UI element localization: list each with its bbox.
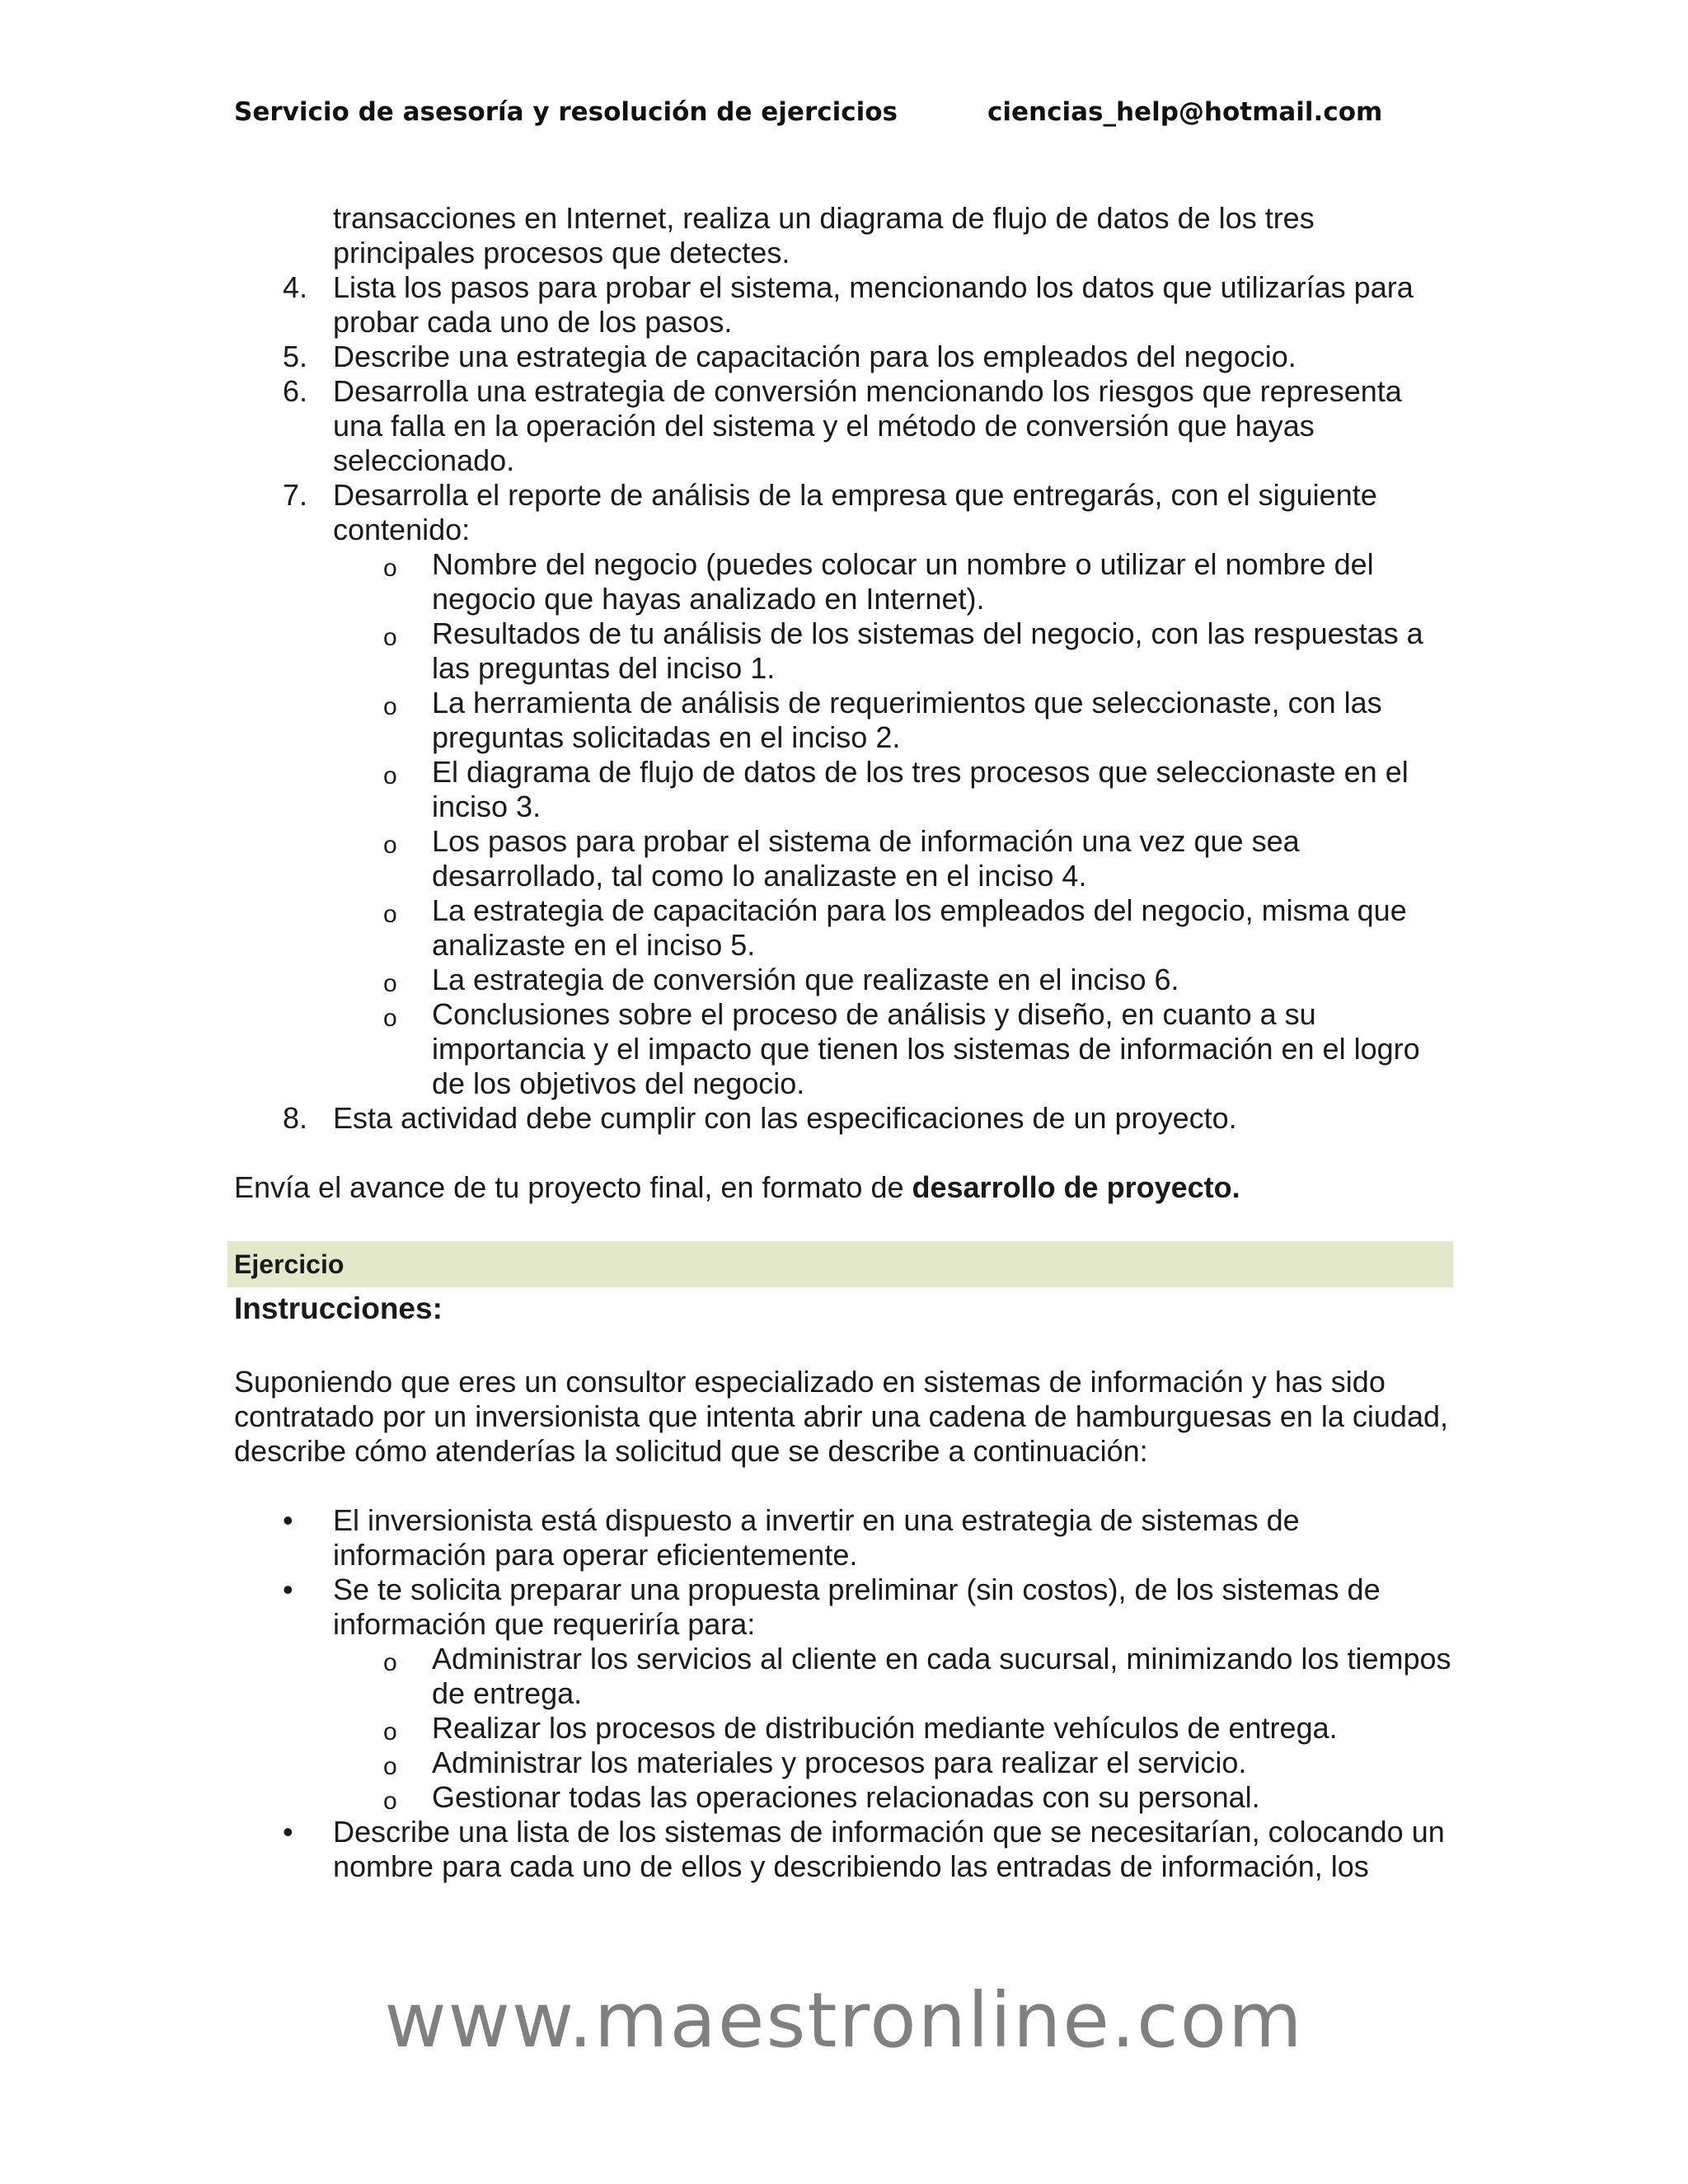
sub-bullet-icon: o <box>383 1788 397 1815</box>
sub-bullet-icon: o <box>383 1649 397 1676</box>
list-item-text: La estrategia de conversión que realizaste en el inciso 6. <box>432 963 1179 996</box>
list-item-text: La estrategia de capacitación para los empleados del negocio, misma que analizaste en el inciso 5. <box>432 893 1407 962</box>
list-item-text: La herramienta de análisis de requerimientos que seleccionaste, con las preguntas solicitadas en el inciso 2. <box>432 686 1382 754</box>
bullet-text: El inversionista está dispuesto a invertir en una estrategia de sistemas de información para operar eficientemente. <box>333 1503 1300 1572</box>
bullet-item-3 <box>234 1815 1454 1884</box>
list-item <box>234 893 1454 963</box>
list-item <box>234 1711 1454 1746</box>
page-header <box>234 97 1388 138</box>
list-item-text: Conclusiones sobre el proceso de análisis y diseño, en cuanto a su importancia y el impacto que tienen los sistemas de información en el logro de los objetivos del negocio. <box>432 997 1420 1100</box>
sub-bullet-icon: o <box>383 1718 397 1746</box>
item-number: 6. <box>283 374 308 408</box>
list-item <box>234 1746 1454 1780</box>
footer-watermark: www.maestronline.com <box>384 1976 1304 2064</box>
list-item <box>234 755 1454 824</box>
bullet2-sublist <box>234 1642 1454 1815</box>
send-instruction <box>234 1170 1454 1205</box>
list-item <box>234 686 1454 755</box>
item-text: Describe una estrategia de capacitación para los empleados del negocio. <box>333 340 1296 373</box>
list-item-text: Administrar los materiales y procesos para realizar el servicio. <box>432 1746 1247 1779</box>
item-number: 5. <box>283 340 308 373</box>
send-instruction-bold: desarrollo de proyecto. <box>912 1170 1240 1204</box>
list-item <box>234 824 1454 893</box>
list-item <box>234 616 1454 686</box>
item3-continuation: transacciones en Internet, realiza un diagrama de flujo de datos de los tres principales procesos que detectes. <box>333 201 1315 269</box>
list-item <box>234 547 1454 616</box>
item7-sublist <box>234 547 1454 1101</box>
list-item-text: Gestionar todas las operaciones relacionadas con su personal. <box>432 1780 1260 1814</box>
bullet-icon: • <box>283 1815 293 1849</box>
numbered-item-8 <box>234 1101 1454 1136</box>
list-item <box>234 1780 1454 1815</box>
numbered-item-4 <box>234 270 1454 340</box>
item-text: Desarrolla una estrategia de conversión mencionando los riesgos que representa una falla en la operación del sistema y el método de conversión que hayas seleccionado. <box>333 374 1402 477</box>
item-text: Desarrolla el reporte de análisis de la empresa que entregarás, con el siguiente contenido: <box>333 478 1377 546</box>
list-item-text: Resultados de tu análisis de los sistemas del negocio, con las respuestas a las preguntas del inciso 1. <box>432 616 1423 685</box>
bullet-text: Se te solicita preparar una propuesta preliminar (sin costos), de los sistemas de información que requeriría para: <box>333 1572 1381 1641</box>
numbered-item-6 <box>234 374 1454 478</box>
sub-bullet-icon: o <box>383 555 397 582</box>
sub-bullet-icon: o <box>383 832 397 859</box>
header-service-title: Servicio de asesoría y resolución de ejercicios <box>234 97 898 127</box>
sub-bullet-icon: o <box>383 901 397 928</box>
spacer <box>234 1469 1454 1503</box>
item-text: Lista los pasos para probar el sistema, mencionando los datos que utilizarías para probar cada uno de los pasos. <box>333 270 1414 339</box>
item-text: Esta actividad debe cumplir con las especificaciones de un proyecto. <box>333 1101 1237 1135</box>
bullet-item-2 <box>234 1572 1454 1642</box>
numbered-item-5 <box>234 340 1454 374</box>
instructions-heading: Instrucciones: <box>234 1291 443 1325</box>
sub-bullet-icon: o <box>383 624 397 651</box>
spacer <box>234 1330 1454 1365</box>
list-item <box>234 997 1454 1101</box>
list-item-text: Los pasos para probar el sistema de información una vez que sea desarrollado, tal como lo analizaste en el inciso 4. <box>432 824 1300 893</box>
send-instruction-text: Envía el avance de tu proyecto final, en formato de <box>234 1170 912 1204</box>
header-email: ciencias_help@hotmail.com <box>987 97 1383 127</box>
numbered-item-7 <box>234 478 1454 547</box>
spacer <box>234 1136 1454 1170</box>
sub-bullet-icon: o <box>383 693 397 720</box>
sub-bullet-icon: o <box>383 762 397 790</box>
bullet-icon: • <box>283 1572 293 1606</box>
list-item <box>234 1642 1454 1711</box>
bullet-icon: • <box>283 1503 293 1537</box>
item-number: 8. <box>283 1101 308 1135</box>
list-item <box>234 963 1454 997</box>
document-body <box>234 201 1454 1884</box>
item-number: 7. <box>283 478 308 512</box>
bullet-item-1 <box>234 1503 1454 1572</box>
list-item-text: Administrar los servicios al cliente en cada sucursal, minimizando los tiempos de entrega. <box>432 1642 1451 1710</box>
list-item-text: El diagrama de flujo de datos de los tres procesos que seleccionaste en el inciso 3. <box>432 755 1409 823</box>
item-number: 4. <box>283 270 308 304</box>
scenario-paragraph: Suponiendo que eres un consultor especializado en sistemas de información y has sido contratado por un inversionista que intenta abrir una cadena de hamburguesas en la ciudad, describe cómo atenderías la solicitud que se describe a continuación: <box>234 1365 1448 1468</box>
list-item-text: Realizar los procesos de distribución mediante vehículos de entrega. <box>432 1711 1338 1745</box>
list-item-text: Nombre del negocio (puedes colocar un nombre o utilizar el nombre del negocio que hayas analizado en Internet). <box>432 547 1374 616</box>
bullet-text: Describe una lista de los sistemas de información que se necesitarían, colocando un nombre para cada uno de ellos y describiendo las entradas de información, los <box>333 1815 1445 1883</box>
sub-bullet-icon: o <box>383 970 397 997</box>
section-title-bar: Ejercicio <box>227 1241 1453 1287</box>
sub-bullet-icon: o <box>383 1753 397 1780</box>
sub-bullet-icon: o <box>383 1005 397 1032</box>
